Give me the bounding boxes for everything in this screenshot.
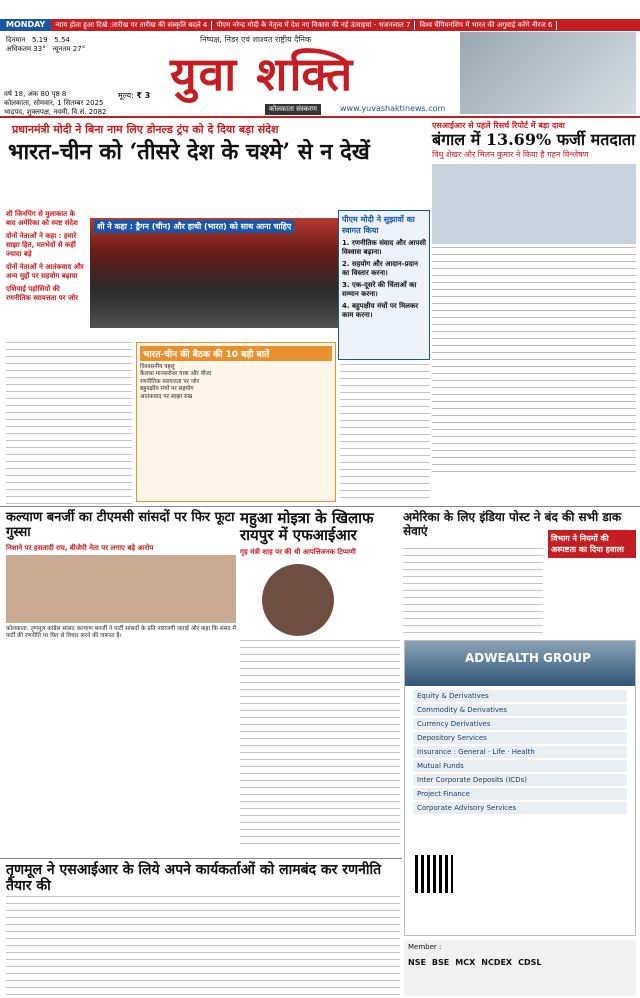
- ten-point: विश्वसनीय पहलू: [140, 364, 175, 370]
- tagline: निष्पक्ष, निडर एवं शाश्वत राष्ट्रीय दैनिक: [200, 35, 312, 44]
- modi-point: 1. रणनीतिक संवाद और आपसी विश्वास बढ़ाना।: [342, 239, 426, 256]
- right-lead-headline[interactable]: बंगाल में 13.69% फर्जी मतदाता: [432, 130, 636, 149]
- price-value: ₹ 3: [136, 91, 151, 100]
- max-temp-label: अधिकतम: [6, 45, 32, 53]
- top-right-photo: [460, 32, 636, 114]
- bottom-divider: [0, 858, 402, 859]
- edition-info: [4, 90, 107, 117]
- exchange-members: [404, 940, 636, 996]
- kalyan-body: कोलकाता: तृणमूल कांग्रेस सांसद कल्याण बनर्जी ने पार्टी सांसदों के प्रति नाराजगी जताई और कहा कि संसद में पार्टी की रणनीति पर फिर से विचार करने की जरूरत है।: [6, 626, 236, 640]
- kalyan-sub: निशाने पर हसतादी राय, बीजेपी नेता पर लगाए बड़े आरोप: [6, 544, 154, 552]
- lead-body-left: [6, 342, 132, 504]
- exchange-logo: MCX: [455, 958, 476, 967]
- member-label: Member :: [408, 943, 442, 951]
- qr-code-icon: [415, 855, 453, 893]
- news-ticker: [0, 19, 640, 31]
- right-lead-story: [432, 120, 636, 477]
- ad-brand: ADWEALTH GROUP: [465, 651, 591, 665]
- website-link[interactable]: www.yuvashaktinews.com: [340, 104, 446, 113]
- modi-suggestions-box: [338, 210, 430, 360]
- exchange-logo: CDSL: [518, 958, 542, 967]
- service-item: Equity & Derivatives: [413, 690, 627, 702]
- modi-point: 3. एक-दूसरे की चिंताओं का सम्मान करना।: [342, 281, 417, 298]
- usa-post-headline[interactable]: अमेरिका के लिए इंडिया पोस्ट ने बंद की सभी डाक सेवाएं: [403, 510, 622, 538]
- day-label: MONDAY: [0, 19, 51, 31]
- sunrise-value: 5.19: [32, 36, 48, 44]
- service-item: Corporate Advisory Services: [413, 802, 627, 814]
- right-lead-kicker: एसआईआर से पहले रिसर्च रिपोर्ट में बड़ा दावा: [432, 121, 565, 130]
- lead-headline[interactable]: भारत-चीन को ‘तीसरे देश के चश्मे’ से न देखें: [8, 139, 370, 165]
- usa-post-box: विभाग ने नियमों की अस्पष्टता का दिया हवाला: [548, 530, 636, 558]
- exchange-logos: [404, 954, 636, 971]
- service-list: [413, 690, 627, 814]
- modi-point: 4. बहुपक्षीय मंचों पर मिलकर काम करना।: [342, 302, 419, 319]
- price-label: मूल्य:: [118, 91, 134, 100]
- lead-photo-caption: शी ने कहा : ड्रैगन (चीन) और हाथी (भारत) को साथ आना चाहिए: [94, 220, 294, 233]
- kalyan-photo: [6, 555, 236, 623]
- service-item: Project Finance: [413, 788, 627, 800]
- side-point: दोनों नेताओं ने आतंकवाद और अन्य मुद्दों पर सहयोग बढ़ाया: [6, 263, 84, 280]
- usa-post-body: [403, 548, 543, 638]
- max-temp-value: 33°: [33, 45, 46, 53]
- weather-box: [6, 36, 106, 54]
- daytime-label: दिनमान: [6, 36, 26, 44]
- ticker-item[interactable]: विश्व चैंपियनशिप में भारत की अगुवाई करेंगे नीरज 6: [415, 21, 557, 30]
- service-item: Depository Services: [413, 732, 627, 744]
- right-lead-photo: [432, 164, 636, 244]
- service-item: Inter Corporate Deposits (ICDs): [413, 774, 627, 786]
- ten-point: बहुपक्षीय मंचों पर सहयोग: [140, 386, 194, 393]
- modi-box-title: पीएम मोदी ने सुझावों का स्वागत किया: [342, 215, 415, 235]
- edition-label: कोलकाता संस्करण: [265, 104, 321, 115]
- ten-points-box: [136, 342, 336, 502]
- ten-point: रणनीतिक स्वायत्तता पर जोर: [140, 378, 200, 385]
- section-divider: [0, 506, 640, 507]
- ten-point: कैलाश मानसरोवर यात्रा और वीजा: [140, 371, 212, 378]
- mahua-headline[interactable]: महुआ मोइत्रा के खिलाफ रायपुर में एफआईआर: [240, 509, 374, 544]
- adwealth-ad[interactable]: [404, 640, 636, 936]
- mahua-photo: [262, 564, 334, 636]
- min-temp-value: 27°: [72, 45, 86, 53]
- newspaper-title: युवा शक्ति: [170, 47, 355, 101]
- ticker-item[interactable]: न्याय होता हुआ दिखे :तारीख पर तारीख की संस्कृति बदले 4: [51, 21, 212, 30]
- mahua-body: [240, 640, 400, 850]
- service-item: Mutual Funds: [413, 760, 627, 772]
- hindu-date-info: भाद्रपद, शुक्लपक्ष, नवमी, वि.सं. 2082: [4, 108, 107, 116]
- exchange-logo: NCDEX: [481, 958, 513, 967]
- service-item: Commodity & Derivatives: [413, 704, 627, 716]
- sunset-value: 5.54: [54, 36, 70, 44]
- right-lead-body: [432, 247, 636, 477]
- right-lead-sub: विधु शेखर और मिलन कुमार ने किया है गहन विश्लेषण: [432, 150, 589, 159]
- side-point: एशियाई पड़ोसियों की रणनीतिक स्वायत्तता पर जोर: [6, 285, 78, 302]
- service-item: Currency Derivatives: [413, 718, 627, 730]
- mahua-sub: गृह मंत्री शाह पर की थी आपत्तिजनक टिप्पणी: [240, 548, 356, 556]
- side-point: दोनों नेताओं ने कहा : हमारे साझा हित, मतभेदों से कहीं ज्यादा बड़े: [6, 232, 77, 258]
- lead-side-points: [6, 210, 86, 307]
- date-info: कोलकाता, सोमवार, 1 सितम्बर 2025: [4, 99, 104, 107]
- trinamool-headline[interactable]: तृणमूल ने एसआईआर के लिये अपने कार्यकर्ताओं को लामबंद कर रणनीति तैयार की: [6, 862, 382, 894]
- volume-info: वर्ष 18, अंक 80 पृष्ठ 8: [4, 90, 67, 98]
- trinamool-body: [6, 896, 400, 996]
- exchange-logo: NSE: [408, 958, 426, 967]
- ticker-item[interactable]: पीएम नरेन्द्र मोदी के नेतृत्व में देश नए विकास की नई ऊंचाइयां - भजनलाल 7: [212, 21, 415, 30]
- min-temp-label: न्यूनतम: [52, 45, 71, 53]
- masthead-divider: [0, 116, 640, 118]
- exchange-logo: BSE: [431, 958, 450, 967]
- ten-box-title: भारत-चीन की बैठक की 10 बड़ी बातें: [140, 346, 332, 361]
- lead-body-right: [340, 364, 430, 504]
- service-item: Insurance : General · Life · Health: [413, 746, 627, 758]
- modi-point: 2. सहयोग और आदान-प्रदान का विस्तार करना।: [342, 260, 418, 277]
- lead-kicker: प्रधानमंत्री मोदी ने बिना नाम लिए डोनल्ड ट्रंप को दे दिया बड़ा संदेश: [12, 123, 279, 136]
- side-point: शी जिनपिंग से मुलाकात के बाद अमेरिका को स्पष्ट संदेश: [6, 210, 78, 227]
- kalyan-headline[interactable]: कल्याण बनर्जी का टीएमसी सांसदों पर फिर फूटा गुस्सा: [6, 510, 235, 540]
- price-box: [118, 90, 150, 101]
- ten-point: आतंकवाद पर साझा रुख: [140, 393, 193, 400]
